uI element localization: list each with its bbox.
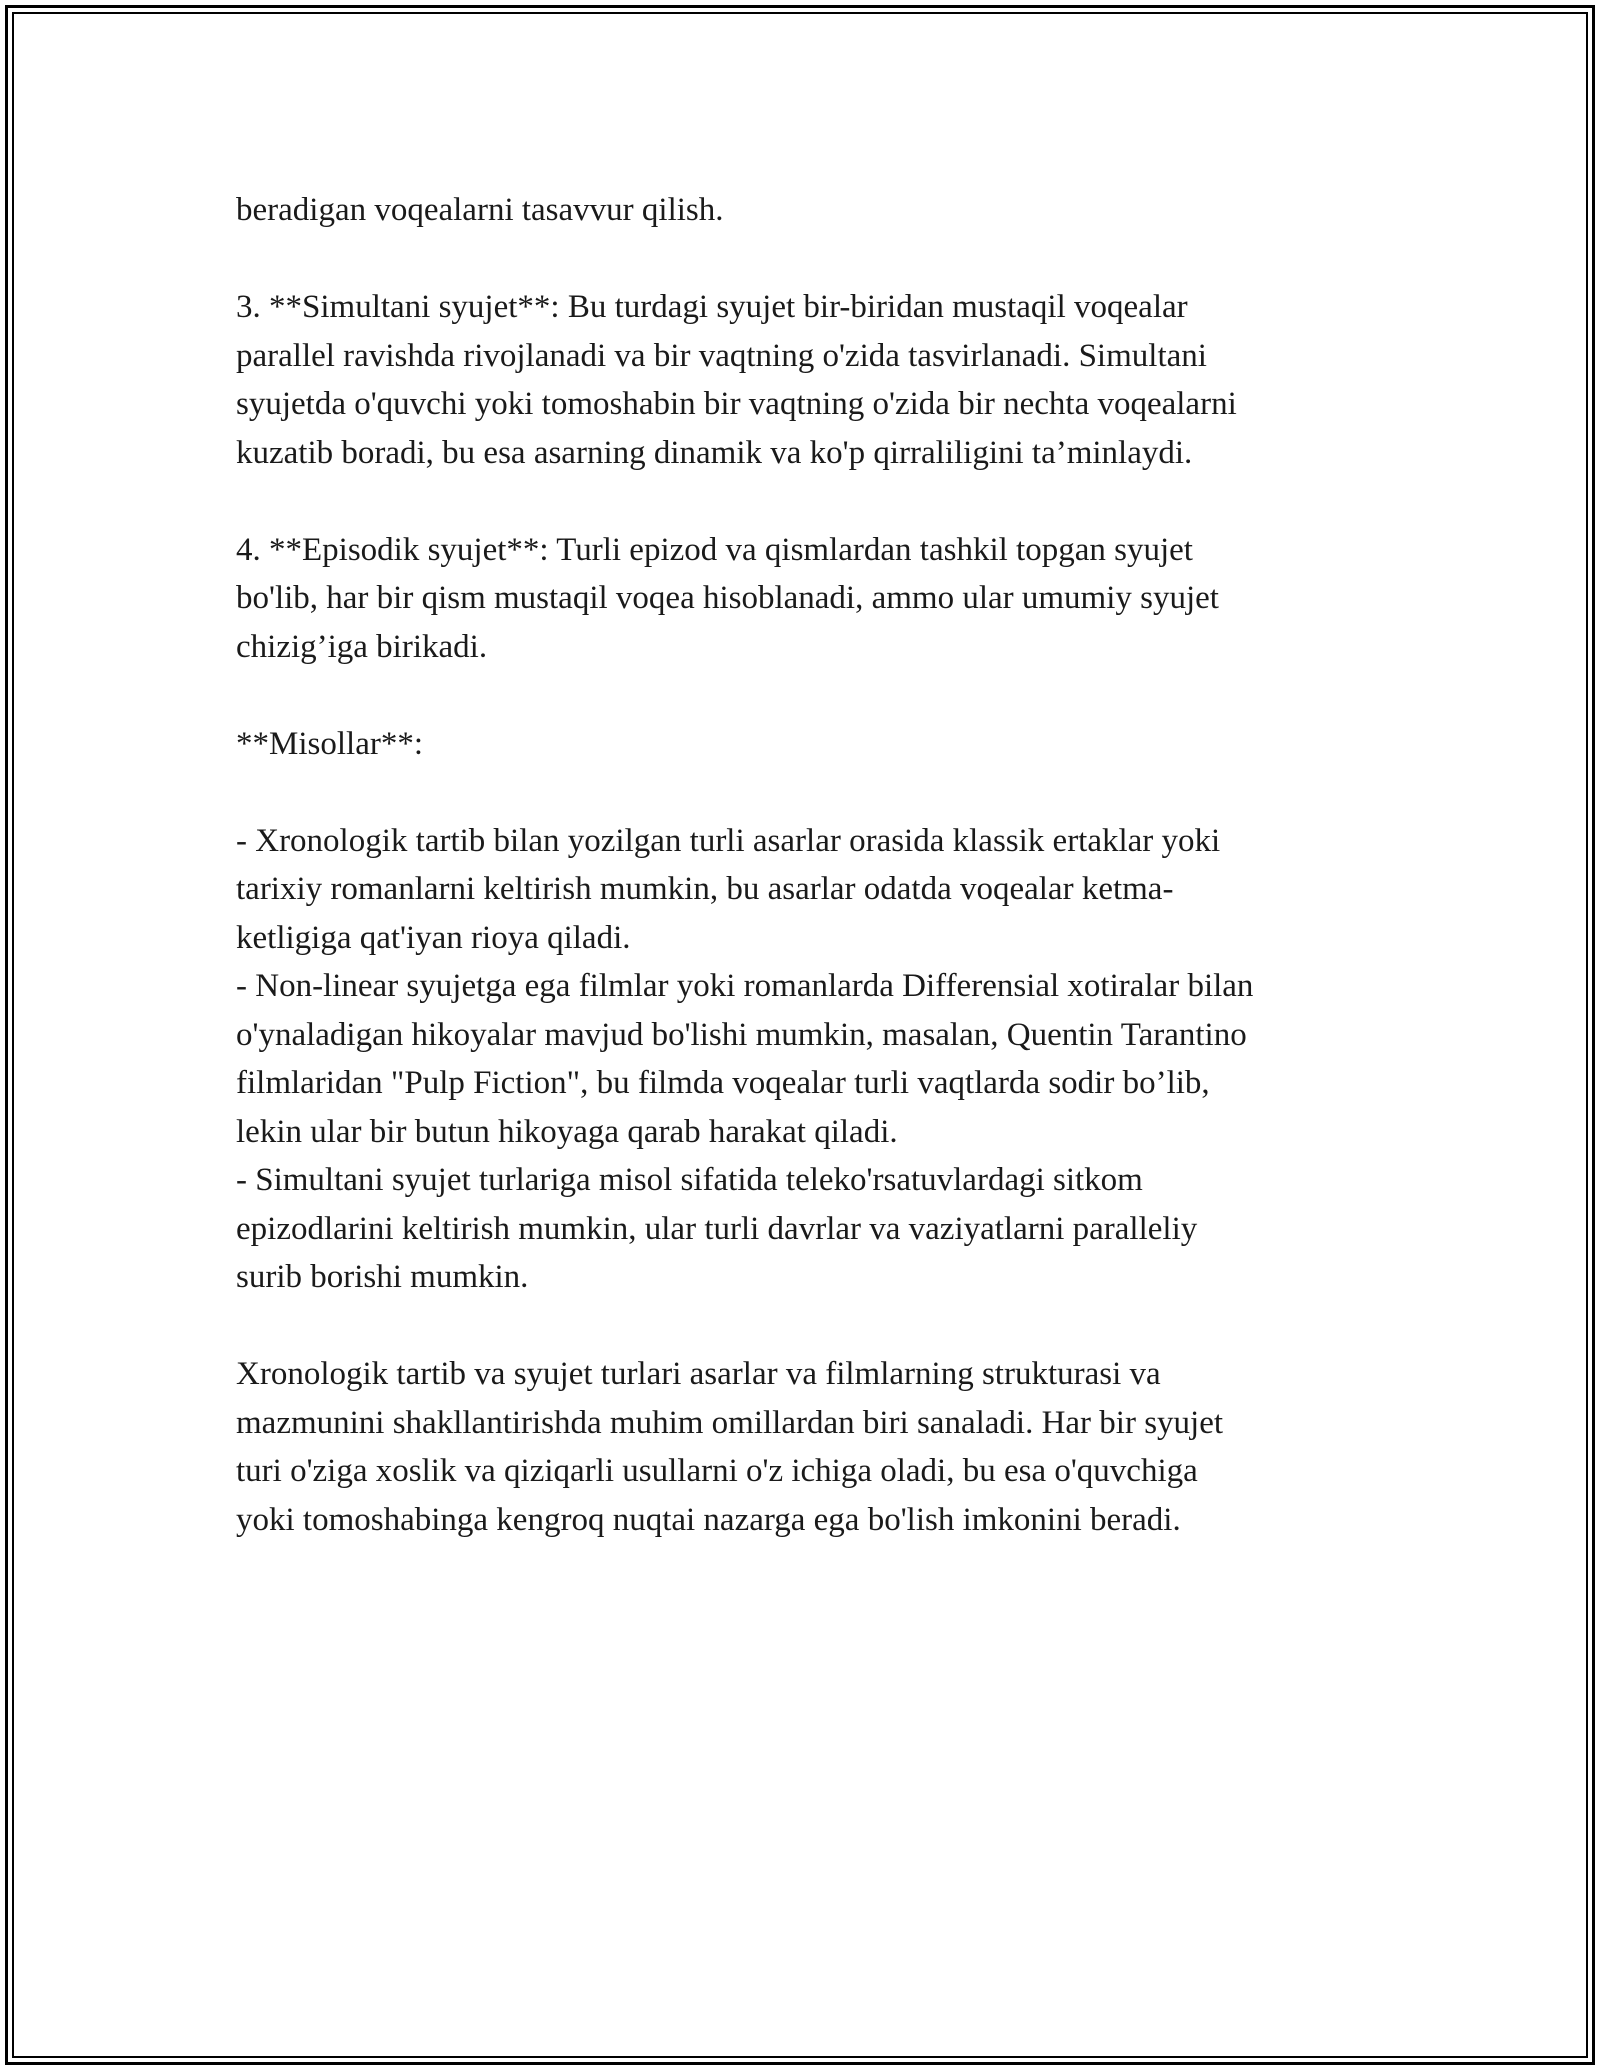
list-item-line: - Non-linear syujetga ega filmlar yoki romanlarda Differensial xotiralar bilan: [236, 968, 1254, 1004]
list-item-line: tarixiy romanlarni keltirish mumkin, bu asarlar odatda voqealar ketma-: [236, 871, 1174, 907]
text-line: mazmunini shakllantirishda muhim omillardan biri sanaladi. Har bir syujet: [236, 1404, 1224, 1441]
paragraph-episodik-syujet: [236, 526, 1396, 672]
document-page: [236, 186, 1396, 1544]
paragraph-conclusion: [236, 1350, 1396, 1544]
list-item-line: - Simultani syujet turlariga misol sifatida teleko'rsatuvlardagi sitkom: [236, 1162, 1143, 1198]
text-line: turi o'ziga xoslik va qiziqarli usullarni o'z ichiga oladi, bu esa o'quvchiga: [236, 1453, 1198, 1489]
text-line: bo'lib, har bir qism mustaqil voqea hisoblanadi, ammo ular umumiy syujet: [236, 580, 1219, 616]
list-item-line: filmlaridan "Pulp Fiction", bu filmda voqealar turli vaqtlarda sodir bo’lib,: [236, 1065, 1210, 1101]
text-line: syujetda o'quvchi yoki tomoshabin bir vaqtning o'zida bir nechta voqealarni: [236, 386, 1237, 422]
paragraph-continuation: [236, 186, 1396, 235]
list-item-line: - Xronologik tartib bilan yozilgan turli asarlar orasida klassik ertaklar yoki: [236, 822, 1221, 859]
paragraph-simultani-syujet: [236, 283, 1396, 477]
list-item-line: o'ynaladigan hikoyalar mavjud bo'lishi mumkin, masalan, Quentin Tarantino: [236, 1016, 1247, 1053]
text-line: **Misollar**:: [236, 725, 423, 762]
text-line: Xronologik tartib va syujet turlari asarlar va filmlarning strukturasi va: [236, 1356, 1161, 1392]
list-item-line: lekin ular bir butun hikoyaga qarab harakat qiladi.: [236, 1113, 898, 1150]
heading-misollar: [236, 720, 1396, 769]
paragraph-examples-list: [236, 817, 1396, 1302]
text-line: yoki tomoshabinga kengroq nuqtai nazarga ega bo'lish imkonini beradi.: [236, 1501, 1181, 1538]
list-item-line: epizodlarini keltirish mumkin, ular turli davrlar va vaziyatlarni paralleliy: [236, 1210, 1198, 1247]
text-line: 3. **Simultani syujet**: Bu turdagi syujet bir-biridan mustaqil voqealar: [236, 289, 1188, 325]
text-line: 4. **Episodik syujet**: Turli epizod va qismlardan tashkil topgan syujet: [236, 531, 1193, 568]
text-line: parallel ravishda rivojlanadi va bir vaqtning o'zida tasvirlanadi. Simultani: [236, 337, 1207, 374]
text-line: kuzatib boradi, bu esa asarning dinamik va ko'p qirraliligini ta’minlaydi.: [236, 434, 1193, 471]
list-item-line: surib borishi mumkin.: [236, 1259, 529, 1295]
text-line: chizig’iga birikadi.: [236, 628, 488, 665]
text-line: beradigan voqealarni tasavvur qilish.: [236, 192, 724, 228]
list-item-line: ketligiga qat'iyan rioya qiladi.: [236, 919, 631, 956]
